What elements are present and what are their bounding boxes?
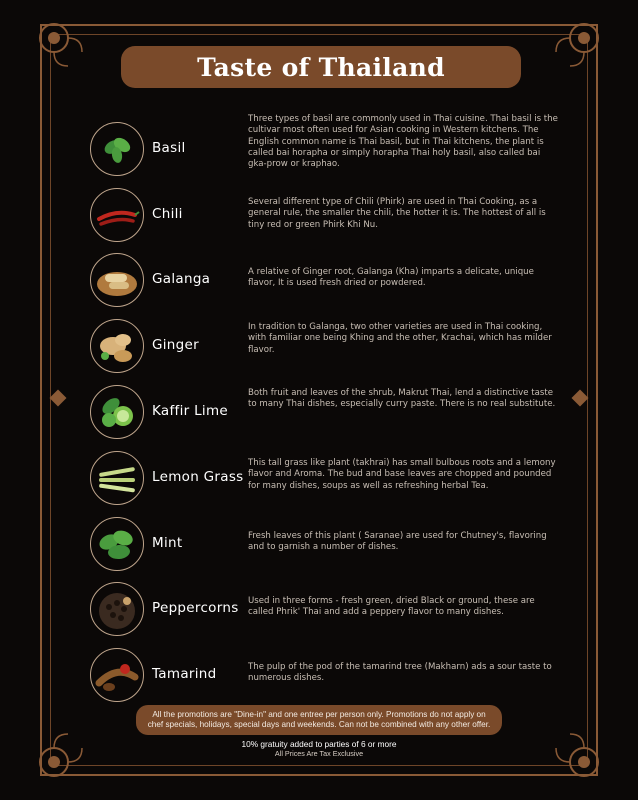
page-title: Taste of Thailand [121, 46, 521, 88]
ingredient-description: Fresh leaves of this plant ( Saranae) are used for Chutney's, flavoring and to garnish a number of dishes. [248, 531, 547, 553]
mint-icon [90, 517, 144, 571]
ingredient-description: The pulp of the pod of the tamarind tree (Makharn) ads a sour taste to numerous dishes. [248, 662, 552, 684]
ingredient-name: Lemon Grass [152, 469, 244, 485]
promotions-text: All the promotions are "Dine-in" and one entree per person only. Promotions do not apply on chef specials, holidays, special days and weekends. Can not be combined with any other offer. [147, 709, 491, 729]
ingredient-row-basil [90, 114, 560, 178]
ingredient-description: Both fruit and leaves of the shrub, Makrut Thai, lend a distinctive taste to many Thai dishes, especially curry paste. There is no real substitute. [248, 388, 556, 410]
galanga-icon [90, 253, 144, 307]
ingredient-row-lemon-grass [90, 451, 560, 507]
ingredient-name: Basil [152, 140, 186, 156]
kaffir-lime-icon [90, 385, 144, 439]
ingredient-row-mint [90, 517, 560, 573]
ingredient-row-galanga [90, 253, 560, 309]
ingredient-row-peppercorns [90, 582, 560, 638]
tax-note: All Prices Are Tax Exclusive [274, 749, 364, 758]
tamarind-icon [90, 648, 144, 702]
ingredient-name: Galanga [152, 271, 211, 287]
ingredient-name: Mint [152, 535, 183, 551]
ingredient-name: Chili [152, 206, 183, 222]
ginger-icon [90, 319, 144, 373]
ingredient-row-tamarind [90, 648, 560, 704]
corner-ornament-top-right [552, 6, 616, 70]
ingredient-name: Peppercorns [152, 600, 239, 616]
ingredient-description: Three types of basil are commonly used in Thai cuisine. Thai basil is the cultivar most often used for Asian cooking in Western kitchens. The English common name is Thai basil, but in Thai kitchens, the plant is called bai horapha or simply horapha Thai holy basil, also called bai gka-prow or kraphao. [248, 114, 558, 170]
peppercorns-icon [90, 582, 144, 636]
ingredient-row-ginger [90, 319, 560, 375]
chili-icon [90, 188, 144, 242]
gratuity-note: 10% gratuity added to parties of 6 or more [241, 739, 397, 749]
ingredient-description: This tall grass like plant (takhrai) has small bulbous roots and a lemony flavor and Aroma. The bud and base leaves are chopped and pounded for many dishes, soups as well as refreshing herbal Tea. [248, 458, 556, 491]
ingredient-name: Ginger [152, 337, 199, 353]
basil-icon [90, 122, 144, 176]
ingredient-description: In tradition to Galanga, two other varieties are used in Thai cooking, with familiar one being Khing and the other, Krachai, which has milder flavor. [248, 322, 552, 355]
lemon-grass-icon [90, 451, 144, 505]
promotions-notice [136, 705, 502, 735]
ingredient-row-kaffir-lime [90, 385, 560, 441]
ingredient-description: Several different type of Chili (Phirk) are used in Thai Cooking, as a general rule, the smaller the chili, the hotter it is. The hottest of all is tiny red or green Phirk Khi Nu. [248, 197, 546, 230]
ingredient-description: Used in three forms - fresh green, dried Black or ground, these are called Phrik' Thai and add a peppery flavor to many dishes. [248, 596, 535, 618]
ingredient-name: Kaffir Lime [152, 403, 229, 419]
ingredient-name: Tamarind [152, 666, 217, 682]
ingredient-row-chili [90, 188, 560, 244]
corner-ornament-top-left [22, 6, 86, 70]
ingredient-description: A relative of Ginger root, Galanga (Kha) imparts a delicate, unique flavor, It is used fresh dried or powdered. [248, 267, 534, 289]
